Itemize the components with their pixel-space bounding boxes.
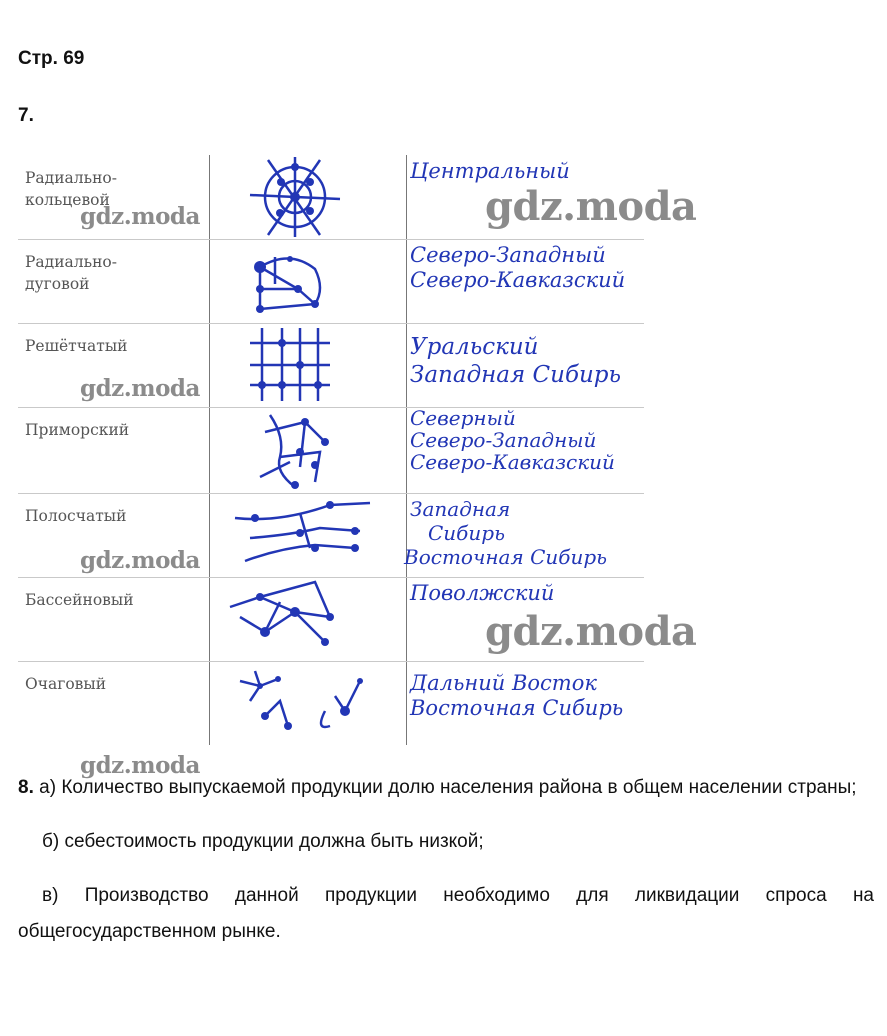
answer-b: б) себестоимость продукции должна быть низкой;: [42, 831, 484, 852]
radial-ring-sketch: [220, 155, 410, 239]
handwritten-answer: Северо-Западный Северо-Кавказский: [410, 243, 626, 292]
handwritten-answer: Уральский Западная Сибирь: [410, 334, 622, 388]
handwritten-answer: Дальний Восток Восточная Сибирь: [410, 671, 624, 720]
table-row: [18, 239, 644, 323]
answer-c: в) Производство данной продукции необходимо для ликвидации спроса на общегосударственном рынке.: [18, 885, 874, 942]
table-row: [18, 661, 644, 745]
watermark: gdz.moda: [80, 375, 200, 402]
network-type-label: Приморский: [25, 421, 130, 439]
lattice-sketch: [220, 323, 410, 407]
network-type-label: Решётчатый: [25, 337, 128, 355]
watermark: gdz.moda: [485, 183, 697, 230]
network-type-label: Бассейновый: [25, 591, 134, 609]
watermark: gdz.moda: [80, 752, 200, 779]
task-8-answers: [18, 770, 874, 950]
handwritten-answer: Поволжский: [410, 581, 555, 605]
answer-a: 8. а) Количество выпускаемой продукции долю населения района в общем населении страны;: [18, 777, 857, 798]
task-8-number: 8.: [18, 777, 34, 798]
network-types-table: [18, 155, 644, 745]
network-type-label: Полосчатый: [25, 507, 127, 525]
page-label: Стр. 69: [18, 48, 85, 69]
striped-sketch: [220, 493, 410, 577]
basin-sketch: [220, 577, 410, 661]
handwritten-answer: Северный Северо-Западный Северо-Кавказский: [410, 406, 615, 474]
task-7-number: 7.: [18, 105, 34, 126]
focal-sketch: [220, 661, 410, 745]
network-type-label: Очаговый: [25, 675, 107, 693]
coastal-sketch: [220, 407, 410, 493]
network-type-label: Радиально- дуговой: [25, 253, 117, 293]
handwritten-answer: Западная Сибирь Восточная Сибирь: [404, 497, 608, 569]
watermark: gdz.moda: [485, 608, 697, 655]
radial-arc-sketch: [220, 239, 410, 323]
table-row: [18, 407, 644, 493]
handwritten-answer: Центральный: [410, 159, 570, 183]
watermark: gdz.moda: [80, 547, 200, 574]
network-type-label: Радиально- кольцевой: [25, 169, 117, 209]
watermark: gdz.moda: [80, 203, 200, 230]
